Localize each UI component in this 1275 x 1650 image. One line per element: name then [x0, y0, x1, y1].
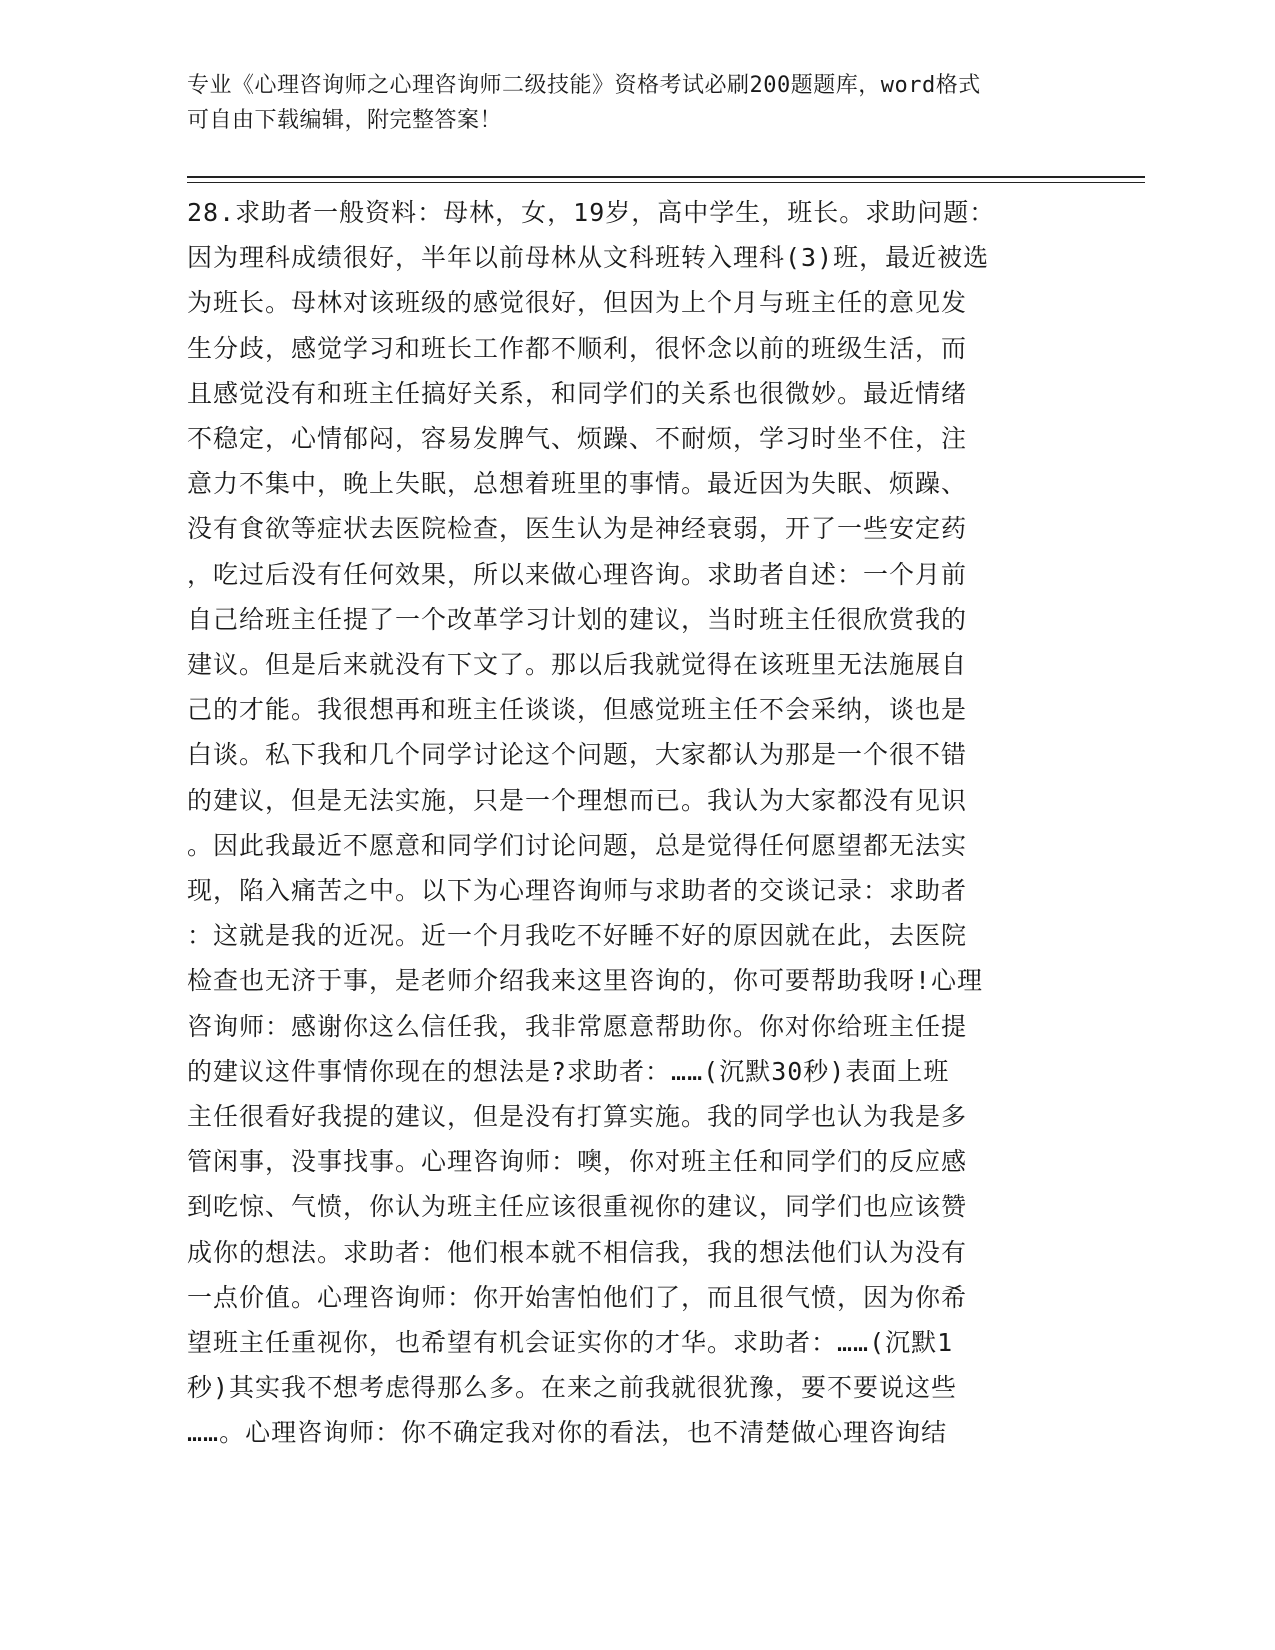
- text-line: ……。心理咨询师：你不确定我对你的看法，也不清楚做心理咨询结: [187, 1418, 948, 1448]
- question-body: [187, 190, 1087, 1456]
- text-line: 望班主任重视你，也希望有机会证实你的才华。求助者：……(沉默1: [187, 1328, 954, 1358]
- text-line: 因为理科成绩很好，半年以前母林从文科班转入理科(3)班，最近被选: [187, 243, 990, 273]
- text-line: 一点价值。心理咨询师：你开始害怕他们了，而且很气愤，因为你希: [187, 1282, 968, 1312]
- text-line: 管闲事，没事找事。心理咨询师：噢，你对班主任和同学们的反应感: [187, 1147, 968, 1177]
- text-line: 自己给班主任提了一个改革学习计划的建议，当时班主任很欣赏我的: [187, 604, 968, 634]
- header-line: 专业《心理咨询师之心理咨询师二级技能》资格考试必刷200题题库，word格式: [187, 73, 981, 98]
- page-header: [187, 68, 1067, 138]
- text-line: 成你的想法。求助者：他们根本就不相信我，我的想法他们认为没有: [187, 1237, 968, 1267]
- text-line: 检查也无济于事，是老师介绍我来这里咨询的，你可要帮助我呀!心理: [187, 966, 984, 996]
- text-line: 建议。但是后来就没有下文了。那以后我就觉得在该班里无法施展自: [187, 650, 968, 680]
- text-line: 秒)其实我不想考虑得那么多。在来之前我就很犹豫，要不要说这些: [187, 1373, 958, 1403]
- text-line: 白谈。私下我和几个同学讨论这个问题，大家都认为那是一个很不错: [187, 740, 968, 770]
- text-line: 。因此我最近不愿意和同学们讨论问题，总是觉得任何愿望都无法实: [187, 830, 968, 860]
- text-line: 现，陷入痛苦之中。以下为心理咨询师与求助者的交谈记录：求助者: [187, 876, 968, 906]
- header-divider: [187, 176, 1145, 178]
- text-line: 主任很看好我提的建议，但是没有打算实施。我的同学也认为我是多: [187, 1102, 968, 1132]
- text-line: 为班长。母林对该班级的感觉很好，但因为上个月与班主任的意见发: [187, 288, 968, 318]
- text-line: 的建议，但是无法实施，只是一个理想而已。我认为大家都没有见识: [187, 785, 968, 815]
- text-line: 己的才能。我很想再和班主任谈谈，但感觉班主任不会采纳，谈也是: [187, 695, 968, 725]
- text-line: 不稳定，心情郁闷，容易发脾气、烦躁、不耐烦，学习时坐不住，注: [187, 424, 968, 454]
- header-divider-thin: [187, 182, 1145, 183]
- text-line: 没有食欲等症状去医院检查，医生认为是神经衰弱，开了一些安定药: [187, 514, 968, 544]
- text-line: 到吃惊、气愤，你认为班主任应该很重视你的建议，同学们也应该赞: [187, 1192, 968, 1222]
- header-line: 可自由下载编辑，附完整答案！: [187, 108, 503, 133]
- text-line: 意力不集中，晚上失眠，总想着班里的事情。最近因为失眠、烦躁、: [187, 469, 968, 499]
- text-line: 且感觉没有和班主任搞好关系，和同学们的关系也很微妙。最近情绪: [187, 378, 968, 408]
- text-line: 生分歧，感觉学习和班长工作都不顺利，很怀念以前的班级生活，而: [187, 333, 968, 363]
- text-line: 28.求助者一般资料：母林，女，19岁，高中学生，班长。求助问题：: [187, 198, 996, 227]
- text-line: 咨询师：感谢你这么信任我，我非常愿意帮助你。你对你给班主任提: [187, 1011, 968, 1041]
- text-line: 的建议这件事情你现在的想法是?求助者：……(沉默30秒)表面上班: [187, 1056, 950, 1086]
- text-line: ：这就是我的近况。近一个月我吃不好睡不好的原因就在此，去医院: [187, 921, 968, 951]
- text-line: ，吃过后没有任何效果，所以来做心理咨询。求助者自述：一个月前: [187, 559, 968, 589]
